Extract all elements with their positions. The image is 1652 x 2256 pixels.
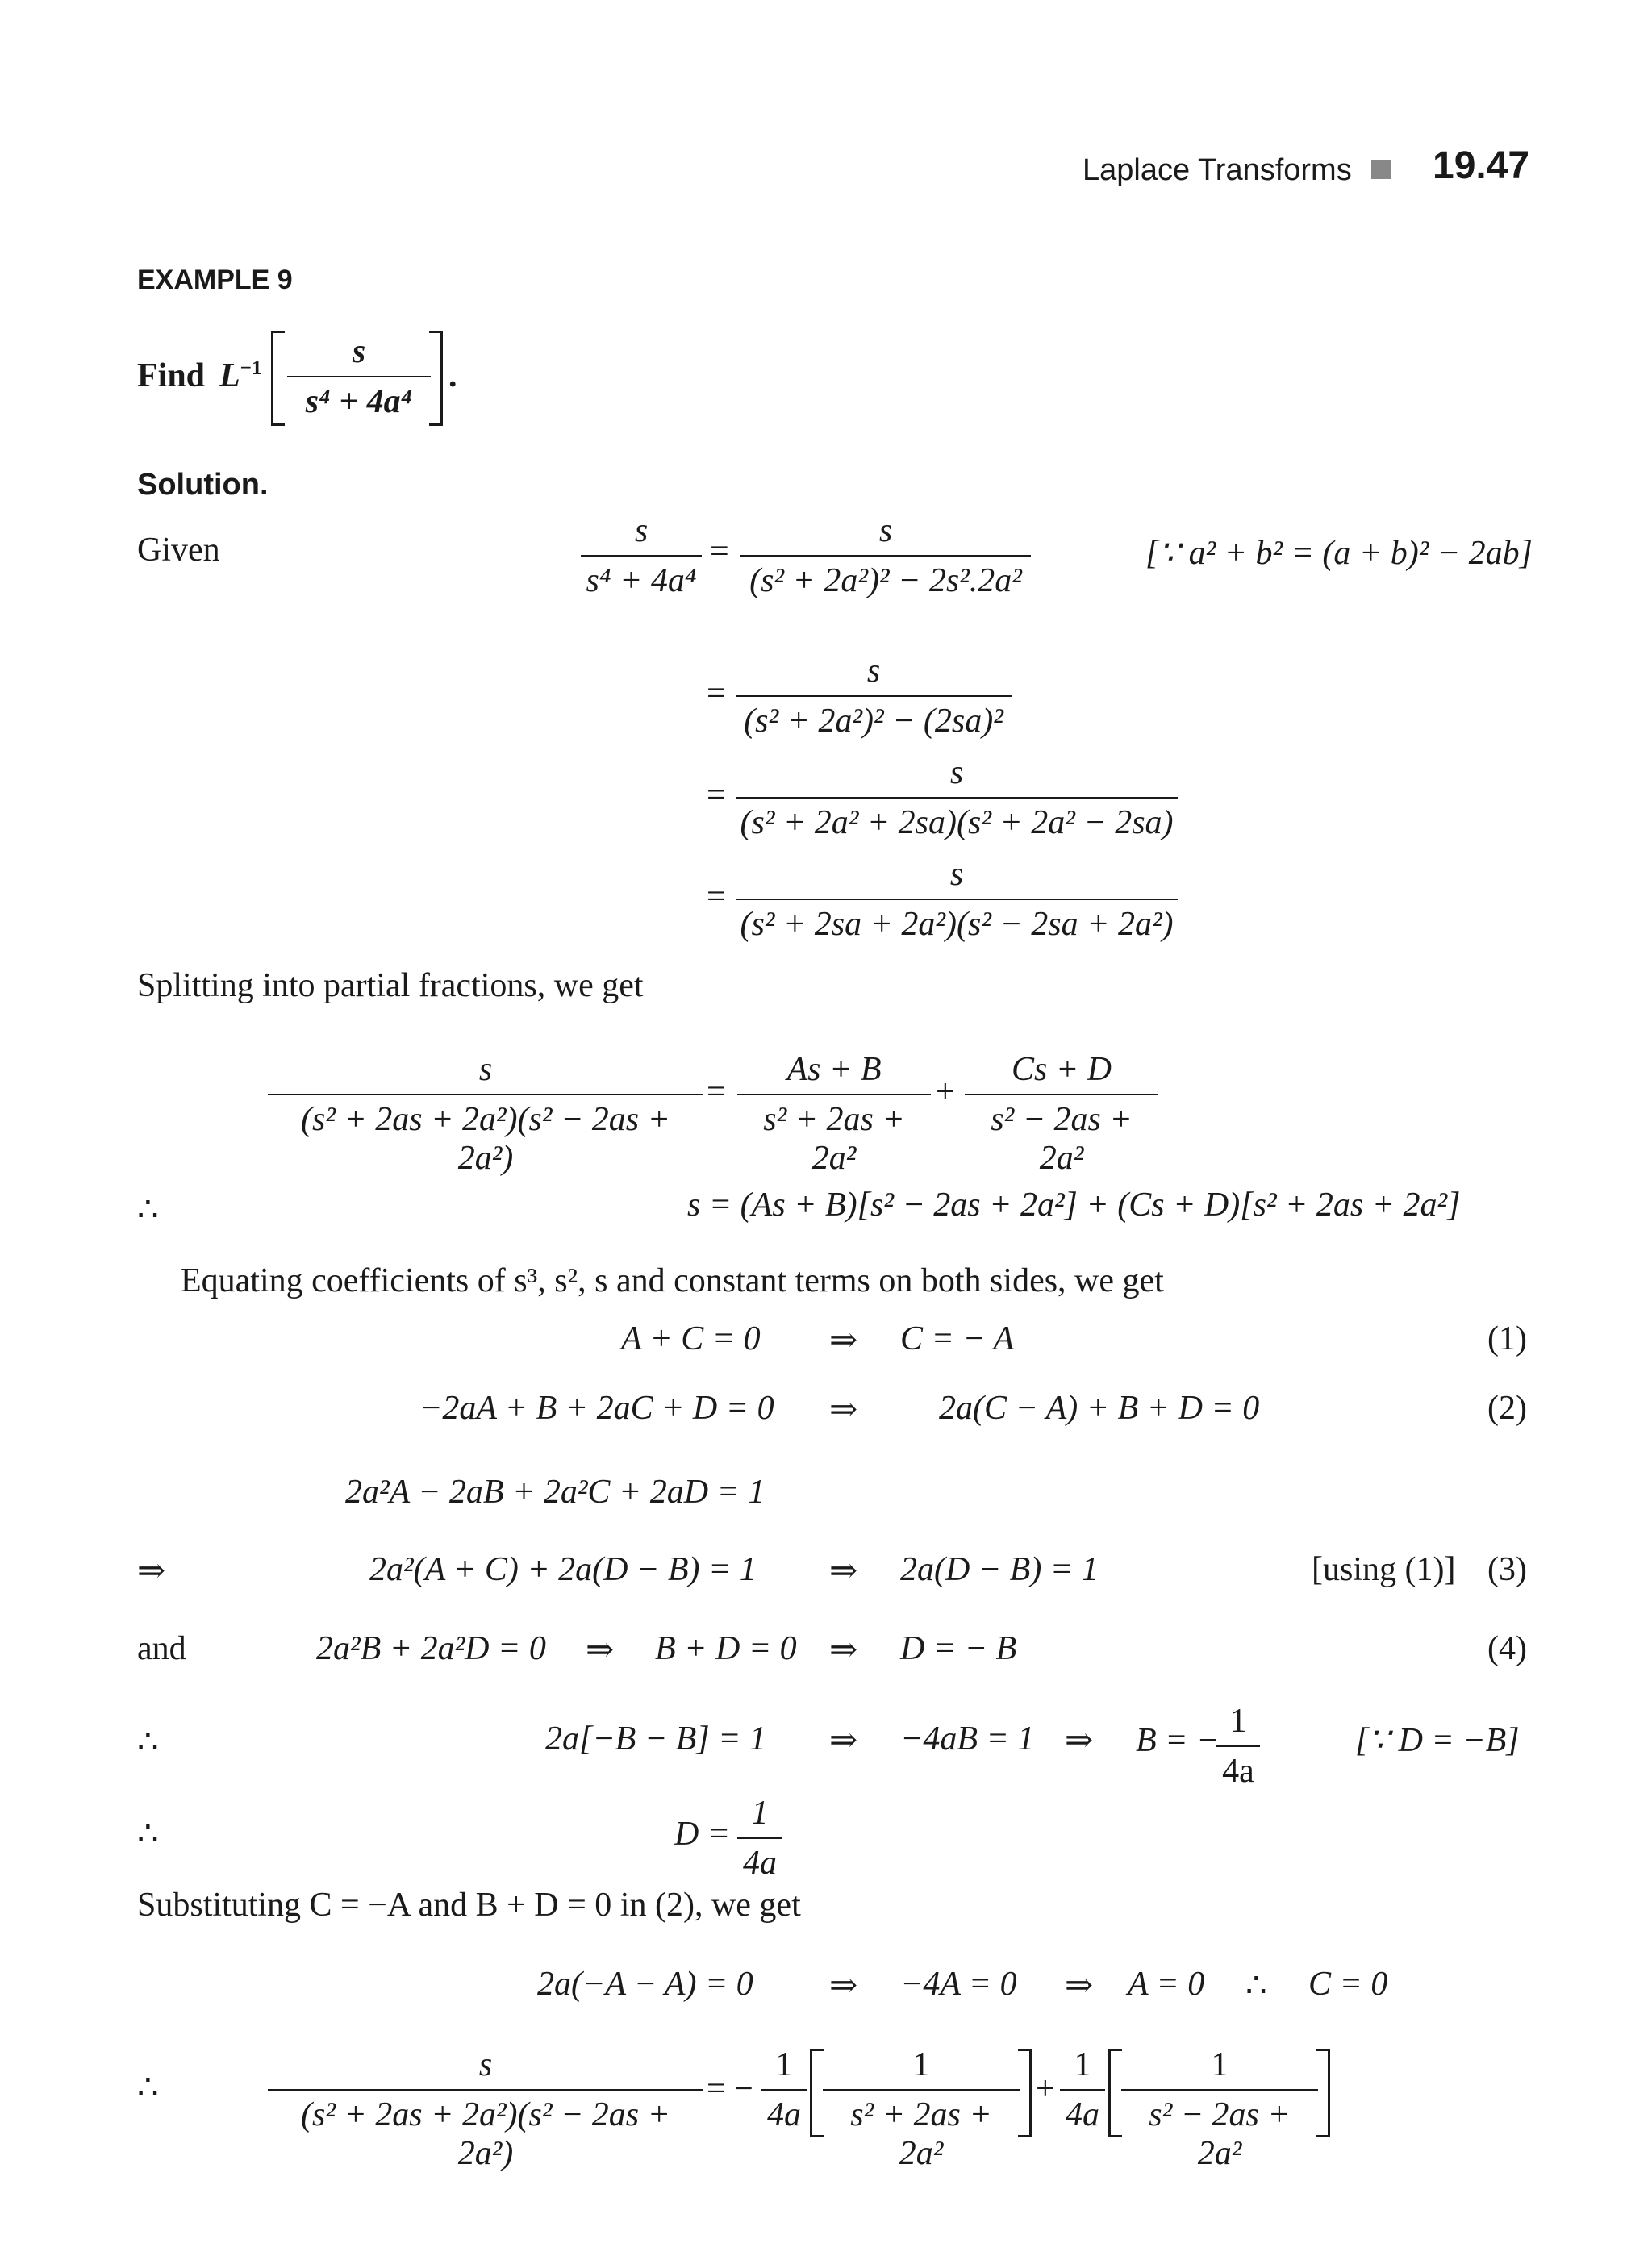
page-number: 19.47 xyxy=(1433,144,1530,187)
operator-letter: L xyxy=(219,357,240,394)
given-eq-1: = xyxy=(710,533,729,570)
final-t2-fraction xyxy=(1121,2045,1318,2173)
eq2-implies: ⇒ xyxy=(829,1391,858,1428)
partial-f2-den: s² − 2as + 2a² xyxy=(965,1094,1158,1178)
therefore-3: ∴ xyxy=(137,1816,159,1853)
partial-f1-den: s² + 2as + 2a² xyxy=(737,1094,931,1178)
final-t1-fraction xyxy=(823,2045,1020,2173)
final-eq-minus: = − xyxy=(707,2070,753,2108)
eq5-implies-2: ⇒ xyxy=(1065,1722,1094,1759)
eq7-implies-2: ⇒ xyxy=(1065,1967,1094,2004)
eq7-b: −4A = 0 xyxy=(900,1966,1017,2003)
eq5-c-num: 1 xyxy=(1229,1703,1247,1740)
final-c2-num: 1 xyxy=(1074,2046,1091,2083)
eq3-implies-left: ⇒ xyxy=(137,1553,166,1590)
eq7-d: C = 0 xyxy=(1308,1966,1388,2003)
partial-identity: s = (As + B)[s² − 2as + 2a²] + (Cs + D)[s² + 2as + 2a²] xyxy=(687,1186,1461,1224)
given-r2-fraction xyxy=(736,652,1012,740)
eq6-lhs: D = xyxy=(674,1816,731,1853)
given-reason: [∵ a² + b² = (a + b)² − 2ab] xyxy=(1145,535,1533,572)
eq1-implies: ⇒ xyxy=(829,1322,858,1359)
example-fraction xyxy=(287,332,431,421)
substituting-line: Substituting C = −A and B + D = 0 in (2), we get xyxy=(137,1887,801,1924)
final-lhs-fraction xyxy=(268,2045,703,2173)
eq2-lhs: −2aA + B + 2aC + D = 0 xyxy=(419,1390,774,1427)
partial-lhs-fraction xyxy=(268,1050,703,1178)
eq4-implies-2: ⇒ xyxy=(829,1632,858,1669)
eq2-number: (2) xyxy=(1487,1390,1527,1427)
eq5-c-den: 4a xyxy=(1216,1745,1260,1791)
partial-f2-num: Cs + D xyxy=(1011,1051,1112,1088)
given-r2-den: (s² + 2a²)² − (2sa)² xyxy=(736,695,1012,740)
eq3-number: (3) xyxy=(1487,1551,1527,1588)
example-numerator: s xyxy=(352,333,366,370)
eq4-implies-1: ⇒ xyxy=(586,1632,615,1669)
given-eq-3: = xyxy=(707,777,726,814)
given-r1-fraction xyxy=(740,511,1031,600)
therefore-2: ∴ xyxy=(137,1724,159,1761)
final-c2-den: 4a xyxy=(1060,2089,1105,2134)
eq5-reason: [∵ D = −B] xyxy=(1355,1722,1520,1759)
final-c2-fraction xyxy=(1060,2045,1105,2134)
final-t2-den: s² − 2as + 2a² xyxy=(1121,2089,1318,2173)
therefore-1: ∴ xyxy=(137,1191,159,1228)
eq3-implies: ⇒ xyxy=(829,1553,858,1590)
partial-f1-num: As + B xyxy=(786,1051,882,1088)
therefore-5: ∴ xyxy=(137,2069,159,2106)
given-r4-num: s xyxy=(949,856,964,893)
final-plus: + xyxy=(1036,2070,1055,2108)
partial-eq: = xyxy=(707,1074,726,1111)
eq5-c-lhs: B = − xyxy=(1136,1722,1220,1759)
equating-intro: Equating coefficients of s³, s², s and constant terms on both sides, we get xyxy=(181,1262,1164,1299)
eq3-note: [using (1)] xyxy=(1312,1551,1456,1588)
final-c1-den: 4a xyxy=(761,2089,807,2134)
partial-f1-fraction xyxy=(737,1050,931,1178)
eq7-implies-1: ⇒ xyxy=(829,1967,858,2004)
final-lhs-den: (s² + 2as + 2a²)(s² − 2as + 2a²) xyxy=(268,2089,703,2173)
final-c1-num: 1 xyxy=(775,2046,793,2083)
eq2-rhs: 2a(C − A) + B + D = 0 xyxy=(939,1390,1260,1427)
eq3-lhs: 2a²(A + C) + 2a(D − B) = 1 xyxy=(369,1551,757,1588)
given-r3-num: s xyxy=(949,754,964,791)
final-t2-num: 1 xyxy=(1211,2046,1229,2083)
partial-intro: Splitting into partial fractions, we get xyxy=(137,967,644,1004)
partial-lhs-den: (s² + 2as + 2a²)(s² − 2as + 2a²) xyxy=(268,1094,703,1178)
given-label: Given xyxy=(137,532,220,569)
final-lhs-num: s xyxy=(478,2046,493,2083)
eq4-a: 2a²B + 2a²D = 0 xyxy=(316,1630,546,1667)
eq6-fraction xyxy=(737,1794,782,1883)
final-t1-num: 1 xyxy=(912,2046,930,2083)
final-left-bracket-1 xyxy=(810,2049,824,2137)
find-label: Find xyxy=(137,357,206,394)
eq5-a: 2a[−B − B] = 1 xyxy=(545,1720,767,1758)
eq1-lhs: A + C = 0 xyxy=(621,1320,761,1357)
eq4-c: D = − B xyxy=(900,1630,1017,1667)
given-eq-4: = xyxy=(707,878,726,915)
given-r1-num: s xyxy=(878,512,893,549)
given-lhs-den: s⁴ + 4a⁴ xyxy=(581,555,702,600)
eq7-c: A = 0 xyxy=(1128,1966,1205,2003)
eq5-implies-1: ⇒ xyxy=(829,1722,858,1759)
final-left-bracket-2 xyxy=(1108,2049,1122,2137)
eq6-den: 4a xyxy=(737,1837,782,1883)
given-r3-den: (s² + 2a² + 2sa)(s² + 2a² − 2sa) xyxy=(736,797,1178,842)
right-bracket xyxy=(429,331,443,426)
left-bracket xyxy=(271,331,285,426)
example-period: . xyxy=(448,357,457,394)
partial-plus: + xyxy=(936,1074,955,1111)
given-r2-num: s xyxy=(866,653,881,690)
given-r1-den: (s² + 2a²)² − 2s².2a² xyxy=(740,555,1031,600)
solution-label: Solution. xyxy=(137,468,269,502)
final-right-bracket-1 xyxy=(1018,2049,1032,2137)
operator-superscript: −1 xyxy=(240,357,262,379)
laplace-operator xyxy=(219,357,262,395)
eq7-a: 2a(−A − A) = 0 xyxy=(537,1966,753,2003)
given-eq-2: = xyxy=(707,675,726,712)
eq1-rhs: C = − A xyxy=(900,1320,1015,1357)
header-separator-square xyxy=(1371,160,1391,179)
therefore-4: ∴ xyxy=(1245,1967,1267,2004)
partial-lhs-num: s xyxy=(478,1051,493,1088)
final-t1-den: s² + 2as + 2a² xyxy=(823,2089,1020,2173)
running-title: Laplace Transforms xyxy=(1083,153,1352,187)
partial-f2-fraction xyxy=(965,1050,1158,1178)
given-r4-fraction xyxy=(736,855,1178,944)
eq3-line: 2a²A − 2aB + 2a²C + 2aD = 1 xyxy=(345,1474,766,1511)
example-denominator: s⁴ + 4a⁴ xyxy=(287,376,431,421)
eq5-b: −4aB = 1 xyxy=(900,1720,1035,1758)
eq3-rhs: 2a(D − B) = 1 xyxy=(900,1551,1099,1588)
given-r3-fraction xyxy=(736,753,1178,842)
eq6-num: 1 xyxy=(751,1795,769,1832)
final-right-bracket-2 xyxy=(1316,2049,1330,2137)
eq4-b: B + D = 0 xyxy=(655,1630,797,1667)
given-r4-den: (s² + 2sa + 2a²)(s² − 2sa + 2a²) xyxy=(736,899,1178,944)
final-c1-fraction xyxy=(761,2045,807,2134)
given-lhs-fraction xyxy=(581,511,702,600)
eq4-number: (4) xyxy=(1487,1630,1527,1667)
eq1-number: (1) xyxy=(1487,1320,1527,1357)
example-heading: EXAMPLE 9 xyxy=(137,265,293,295)
and-label: and xyxy=(137,1630,186,1667)
eq5-c-fraction xyxy=(1216,1702,1260,1791)
given-lhs-num: s xyxy=(634,512,649,549)
